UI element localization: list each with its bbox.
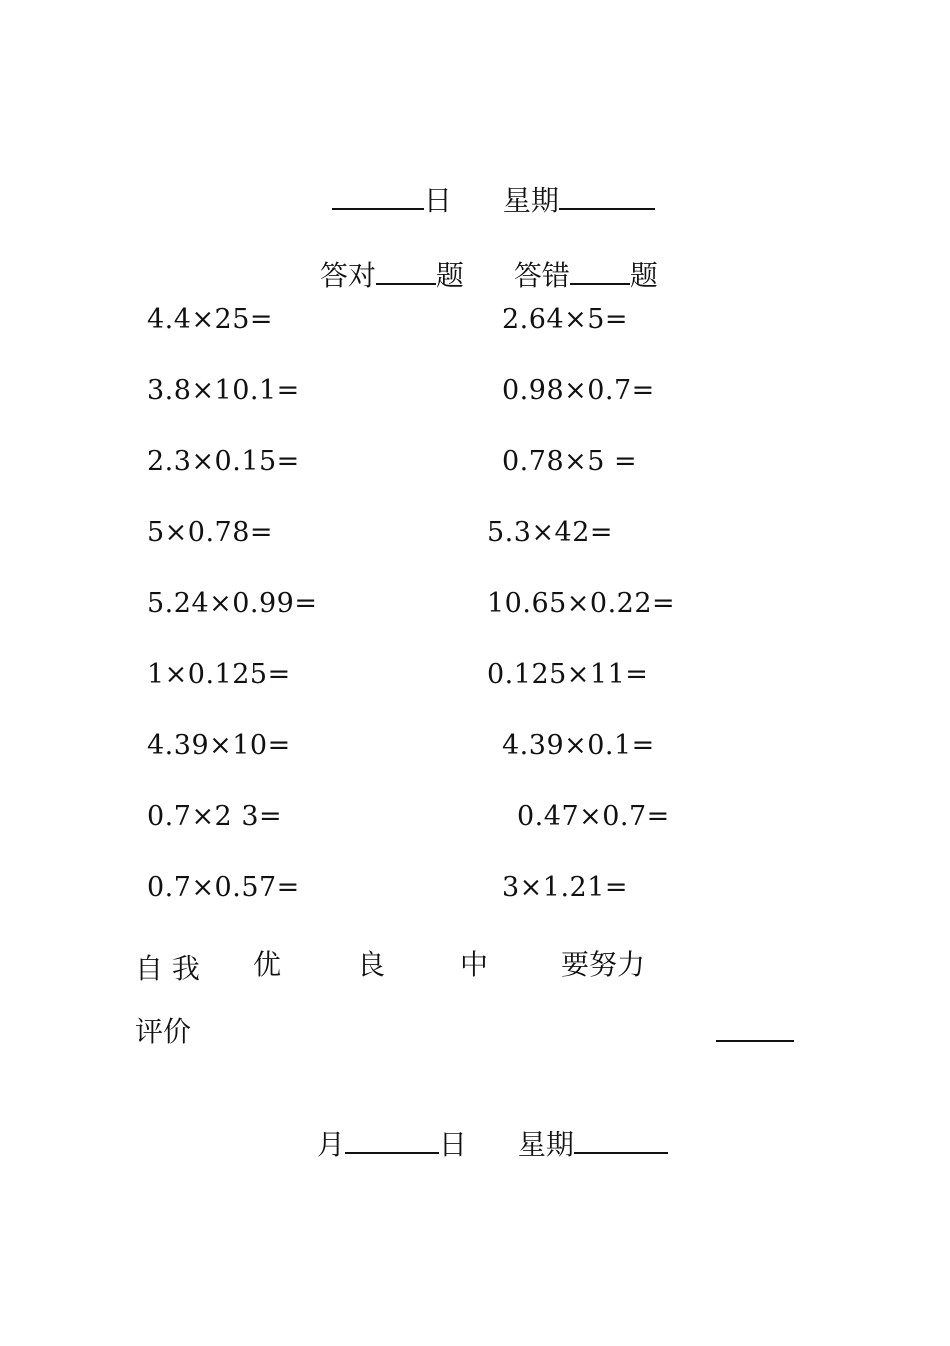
month-label: 月	[316, 1128, 345, 1161]
wrong-unit: 题	[629, 259, 658, 292]
date-line-bottom	[299, 1098, 467, 1159]
problem-left-9: 0.7×0.57=	[147, 872, 300, 903]
problem-left-8: 0.7×2 3=	[147, 801, 283, 832]
self-eval-label-line2: 评价	[135, 1015, 192, 1048]
weekday-blank	[559, 182, 655, 210]
day-blank	[332, 182, 424, 210]
problem-right-5: 10.65×0.22=	[487, 588, 676, 619]
self-eval-option-fair: 中	[460, 948, 489, 981]
wrong-count	[496, 229, 658, 290]
problem-right-6: 0.125×11=	[487, 659, 649, 690]
problem-right-4: 5.3×42=	[487, 517, 614, 548]
date-line-top	[314, 154, 452, 215]
correct-label: 答对	[319, 259, 376, 292]
problem-left-2: 3.8×10.1=	[147, 375, 300, 406]
problem-right-9: 3×1.21=	[502, 872, 629, 903]
weekday-group-bottom	[500, 1098, 668, 1159]
weekday-label-bottom: 星期	[517, 1128, 574, 1161]
problem-left-7: 4.39×10=	[147, 730, 291, 761]
self-eval-option-excellent: 优	[253, 948, 282, 981]
wrong-label: 答错	[513, 259, 570, 292]
problem-right-2: 0.98×0.7=	[502, 375, 655, 406]
weekday-blank-bottom	[574, 1126, 668, 1154]
self-eval-label-line1: 自 我	[135, 952, 200, 985]
correct-unit: 题	[435, 259, 464, 292]
problem-right-1: 2.64×5=	[502, 304, 629, 335]
problem-left-5: 5.24×0.99=	[147, 588, 318, 619]
problem-right-7: 4.39×0.1=	[502, 730, 655, 761]
self-eval-answer-line	[716, 1040, 794, 1042]
problem-left-4: 5×0.78=	[147, 517, 274, 548]
self-eval-option-good: 良	[357, 948, 386, 981]
problem-left-3: 2.3×0.15=	[147, 446, 300, 477]
problem-left-6: 1×0.125=	[147, 659, 291, 690]
problem-right-8: 0.47×0.7=	[517, 801, 670, 832]
correct-blank	[376, 257, 436, 285]
day-label-bottom: 日	[438, 1128, 467, 1161]
weekday-label: 星期	[502, 184, 559, 217]
month-day-blank	[345, 1126, 439, 1154]
problem-right-3: 0.78×5 =	[502, 446, 638, 477]
wrong-blank	[570, 257, 630, 285]
weekday-group-top	[485, 154, 655, 215]
correct-count	[302, 229, 464, 290]
day-label: 日	[423, 184, 452, 217]
problem-left-1: 4.4×25=	[147, 304, 274, 335]
self-eval-option-needs-effort: 要努力	[561, 948, 646, 981]
